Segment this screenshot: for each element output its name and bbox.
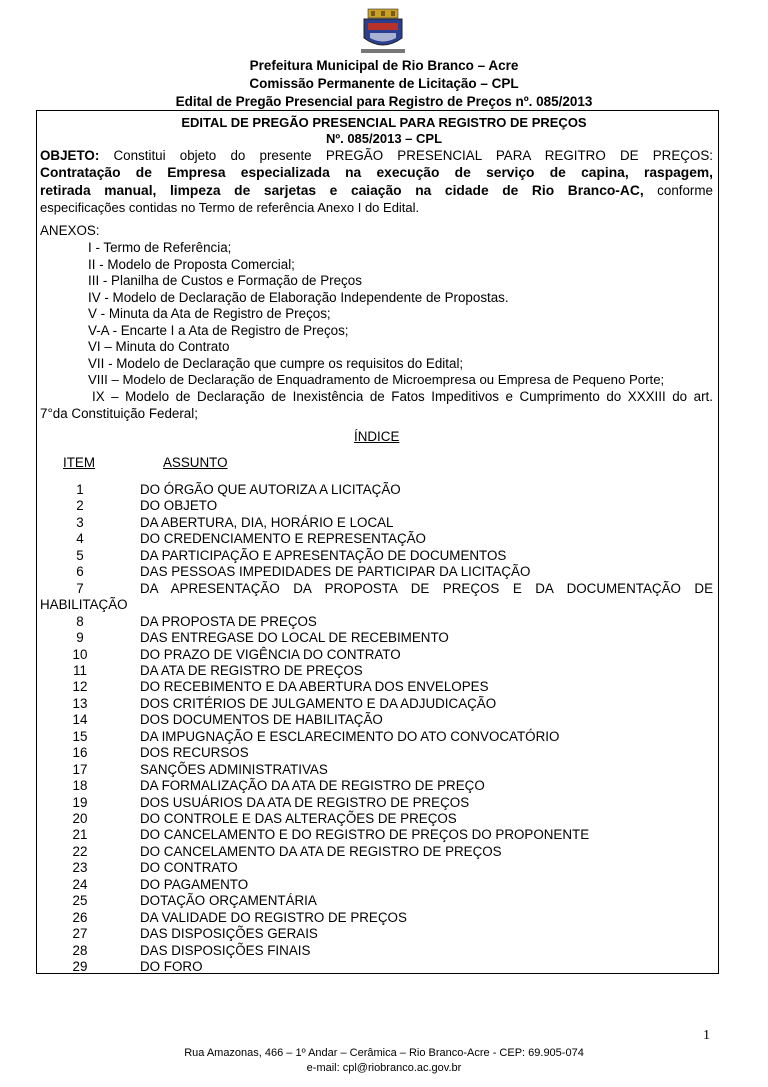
index-item-subject: DOS DOCUMENTOS DE HABILITAÇÃO [140, 712, 383, 728]
index-item-subject: DOS RECURSOS [140, 745, 249, 761]
index-item-number: 7 [76, 580, 84, 596]
index-item-subject: DA FORMALIZAÇÃO DA ATA DE REGISTRO DE PREÇO [140, 778, 485, 794]
index-item-number: 8 [76, 613, 84, 629]
doc-number: Nº. 085/2013 – CPL [325, 131, 443, 146]
coat-of-arms-icon [358, 8, 408, 54]
index-item-number: 23 [72, 860, 88, 876]
index-item-number: 26 [72, 909, 88, 925]
index-item-subject: DA APRESENTAÇÃO DA PROPOSTA DE PREÇOS E DA DOCUMENTAÇÃO DE [140, 580, 713, 596]
index-item-number: 12 [72, 679, 88, 695]
anexo-item: VII - Modelo de Declaração que cumpre os requisitos do Edital; [88, 356, 464, 371]
index-item-number: 22 [72, 843, 88, 859]
anexo-item: V-A - Encarte I a Ata de Registro de Preços; [88, 323, 349, 338]
index-item-subject: DA PROPOSTA DE PREÇOS [140, 613, 317, 629]
index-item-number: 2 [76, 498, 84, 514]
index-item-subject: DO CANCELAMENTO E DO REGISTRO DE PREÇOS DO PROPONENTE [140, 827, 590, 843]
header-prefeitura: Prefeitura Municipal de Rio Branco – Acre [249, 58, 519, 73]
index-item-subject: DAS DISPOSIÇÕES FINAIS [140, 942, 311, 958]
indice-col-assunto: ASSUNTO [163, 455, 228, 470]
index-item-number: 18 [72, 778, 88, 794]
index-item-number: 14 [72, 712, 88, 728]
index-item-subject: DA ATA DE REGISTRO DE PREÇOS [140, 662, 363, 678]
index-item-subject: DAS PESSOAS IMPEDIDADES DE PARTICIPAR DA LICITAÇÃO [140, 564, 531, 580]
anexo-item: VI – Minuta do Contrato [88, 339, 230, 354]
footer-address: Rua Amazonas, 466 – 1º Andar – Cerâmica – Rio Branco-Acre - CEP: 69.905-074 [184, 1047, 584, 1059]
index-item-subject: DO OBJETO [140, 498, 218, 514]
index-item-number: 6 [76, 564, 84, 580]
index-item-subject: SANÇÕES ADMINISTRATIVAS [140, 761, 328, 777]
index-item-number: 5 [76, 547, 84, 563]
index-item-number: 13 [72, 695, 88, 711]
header-edital: Edital de Pregão Presencial para Registro de Preços nº. 085/2013 [175, 94, 593, 109]
index-item-subject: DOS USUÁRIOS DA ATA DE REGISTRO DE PREÇOS [140, 794, 470, 810]
index-item-subject: DA VALIDADE DO REGISTRO DE PREÇOS [140, 909, 407, 925]
index-item-number: 4 [76, 531, 84, 547]
index-item-number: 16 [72, 745, 88, 761]
index-item-subject: DOS CRITÉRIOS DE JULGAMENTO E DA ADJUDICAÇÃO [140, 695, 497, 711]
index-item-subject: DO ÓRGÃO QUE AUTORIZA A LICITAÇÃO [140, 482, 401, 497]
index-item-subject: DO CREDENCIAMENTO E REPRESENTAÇÃO [140, 531, 426, 547]
objeto-label: OBJETO: [40, 148, 100, 163]
index-item-subject: DO PRAZO DE VIGÊNCIA DO CONTRATO [140, 646, 401, 662]
index-item-subject: DAS ENTREGASE DO LOCAL DE RECEBIMENTO [140, 630, 449, 646]
index-item-number: 28 [72, 942, 88, 958]
index-item-subject: DAS DISPOSIÇÕES GERAIS [140, 926, 318, 942]
index-item-number: 19 [72, 794, 88, 810]
indice-col-item: ITEM [63, 455, 95, 470]
index-item-number: 20 [72, 811, 88, 826]
anexo-item-ix-cont: 7°da Constituição Federal; [40, 406, 198, 421]
index-item-number: 27 [72, 926, 88, 942]
anexo-item-ix: IX – Modelo de Declaração de Inexistência de Fatos Impeditivos e Cumprimento do XXXIII do art. [92, 389, 713, 404]
anexo-item: III - Planilha de Custos e Formação de Preços [88, 273, 362, 288]
index-item-number: 29 [72, 959, 88, 975]
index-item-number: 17 [72, 761, 88, 777]
index-item-subject: DA PARTICIPAÇÃO E APRESENTAÇÃO DE DOCUMENTOS [140, 547, 507, 563]
index-item-subject: DO CONTROLE E DAS ALTERAÇÕES DE PREÇOS [140, 811, 457, 826]
index-item-subject: DA ABERTURA, DIA, HORÁRIO E LOCAL [140, 514, 394, 530]
objeto-line-1: OBJETO: Constitui objeto do presente PREGÃO PRESENCIAL PARA REGITRO DE PREÇOS: [40, 148, 714, 163]
index-item-number: 1 [76, 482, 84, 497]
index-item-subject-cont: HABILITAÇÃO [40, 597, 128, 613]
index-item-number: 10 [72, 646, 88, 662]
anexo-item: VIII – Modelo de Declaração de Enquadramento de Microempresa ou Empresa de Pequeno Porte; [88, 372, 665, 387]
index-item-number: 3 [76, 514, 84, 530]
anexo-item: V - Minuta da Ata de Registro de Preços; [88, 306, 331, 321]
index-item-subject: DO FORO [140, 959, 203, 975]
index-item-subject: DO CONTRATO [140, 860, 238, 876]
index-item-subject: DO CANCELAMENTO DA ATA DE REGISTRO DE PREÇOS [140, 843, 502, 859]
anexo-item: II - Modelo de Proposta Comercial; [88, 257, 295, 272]
header-comissao: Comissão Permanente de Licitação – CPL [249, 76, 519, 91]
index-item-number: 21 [72, 827, 88, 843]
objeto-line-3: retirada manual, limpeza de sarjetas e caiação na cidade de Rio Branco-AC, conforme [40, 183, 713, 198]
index-item-number: 9 [76, 630, 84, 646]
index-item-subject: DOTAÇÃO ORÇAMENTÁRIA [140, 893, 317, 909]
anexo-item: IV - Modelo de Declaração de Elaboração Independente de Propostas. [88, 290, 509, 305]
index-item-subject: DO RECEBIMENTO E DA ABERTURA DOS ENVELOPES [140, 679, 489, 695]
indice-title: ÍNDICE [354, 429, 400, 444]
anexos-title: ANEXOS: [40, 223, 100, 238]
index-item-number: 11 [73, 662, 87, 678]
index-item-subject: DO PAGAMENTO [140, 876, 249, 892]
page-number: 1 [703, 1028, 710, 1043]
doc-title: EDITAL DE PREGÃO PRESENCIAL PARA REGISTRO DE PREÇOS [181, 115, 587, 130]
index-item-number: 24 [72, 876, 88, 892]
index-item-subject: DA IMPUGNAÇÃO E ESCLARECIMENTO DO ATO CONVOCATÓRIO [140, 728, 560, 744]
anexo-item: I - Termo de Referência; [88, 240, 232, 255]
objeto-line-2: Contratação de Empresa especializada na execução de serviço de capina, raspagem, [40, 165, 713, 180]
index-item-number: 25 [72, 893, 88, 909]
footer-email: e-mail: cpl@riobranco.ac.gov.br [306, 1062, 462, 1074]
objeto-line-4: especificações contidas no Termo de referência Anexo I do Edital. [40, 200, 420, 215]
index-item-number: 15 [72, 728, 88, 744]
